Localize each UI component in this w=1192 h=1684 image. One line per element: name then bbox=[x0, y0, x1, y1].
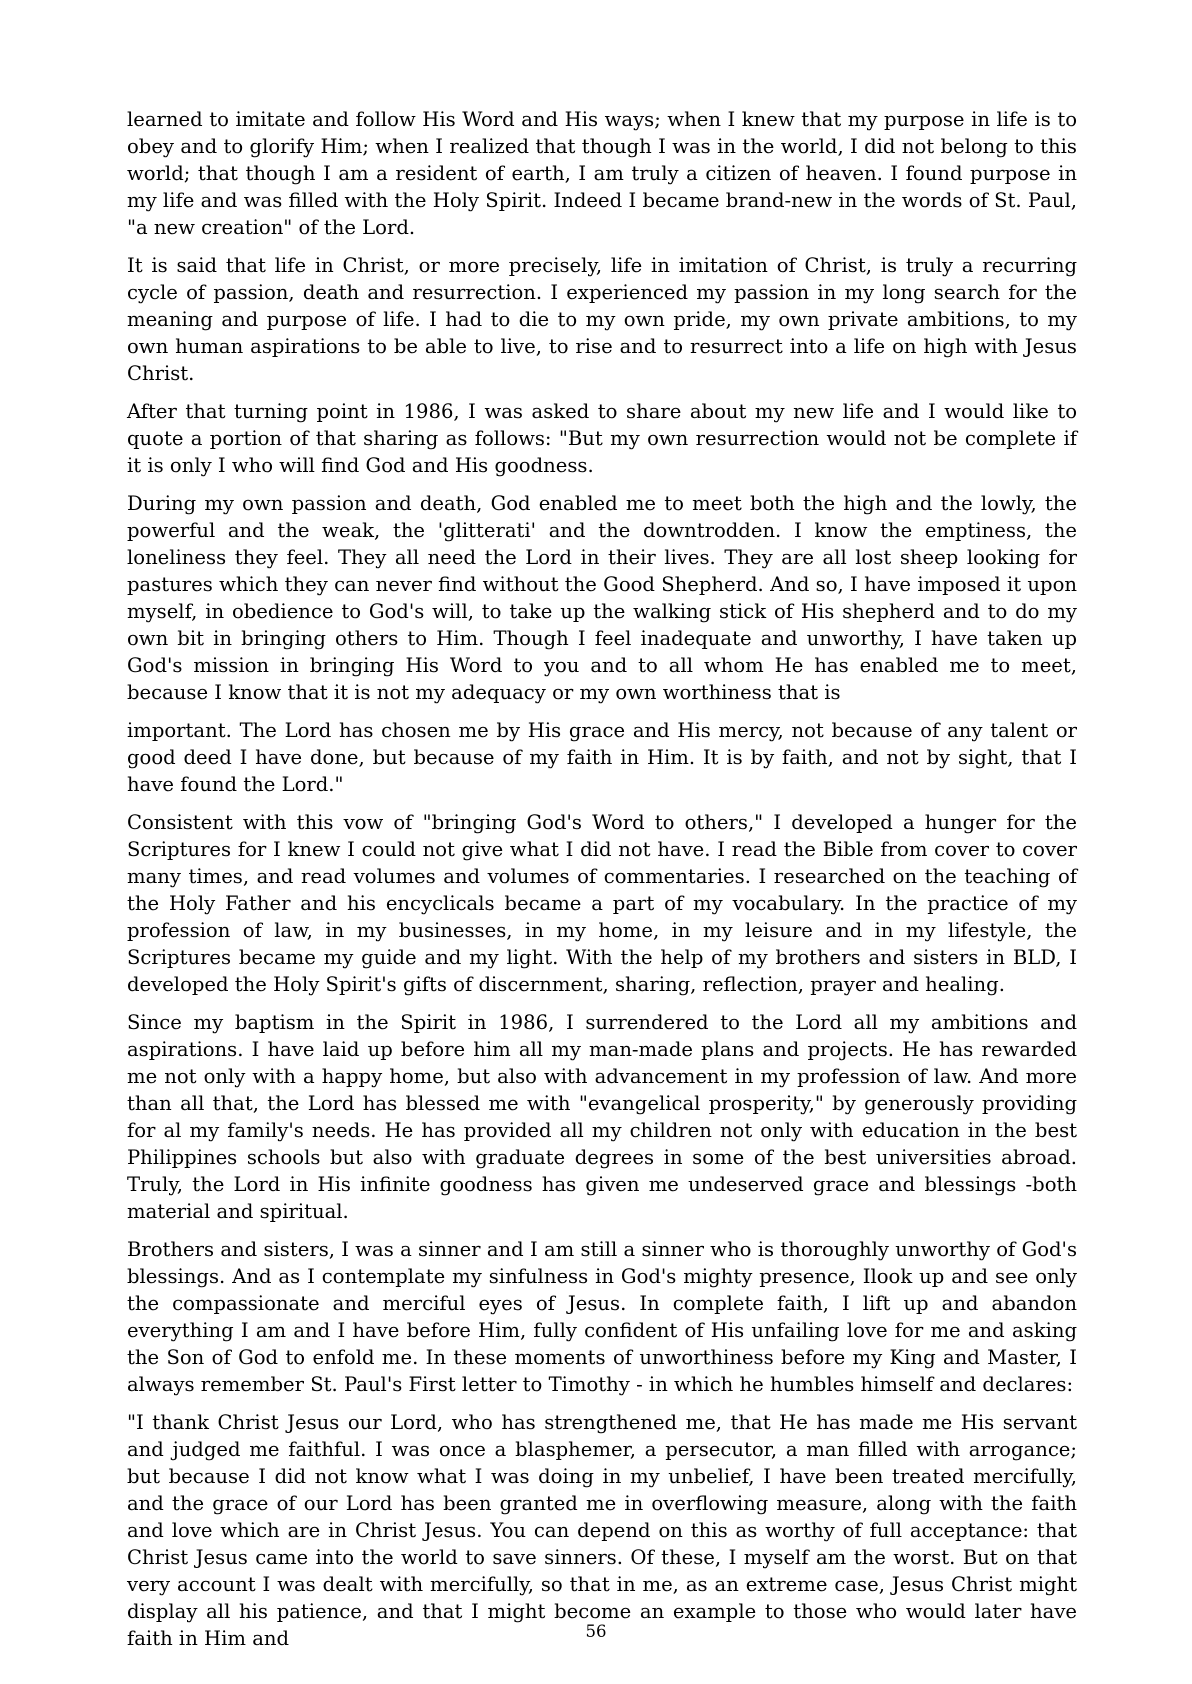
paragraph-6: Consistent with this vow of "bringing God's Word to others," I developed a hunger for the Scriptures for I knew I could not give what I did not have. I read the Bible from cover to cover many times, and read volumes and volumes of commentaries. I researched on the teaching of the Holy Father and his encyclicals became a part of my vocabulary. In the practice of my profession of law, in my businesses, in my home, in my leisure and in my lifestyle, the Scriptures became my guide and my light. With the help of my brothers and sisters in BLD, I developed the Holy Spirit's gifts of discernment, sharing, reflection, prayer and healing. bbox=[127, 811, 1077, 996]
paragraph-1: learned to imitate and follow His Word and His ways; when I knew that my purpose in life is to obey and to glorify Him; when I realized that though I was in the world, I did not belong to this world; that though I am a resident of earth, I am truly a citizen of heaven. I found purpose in my life and was filled with the Holy Spirit. Indeed I became brand-new in the words of St. Paul, "a new creation" of the Lord. bbox=[127, 108, 1077, 239]
paragraph-9: "I thank Christ Jesus our Lord, who has strengthened me, that He has made me His servant and judged me faithful. I was once a blasphemer, a persecutor, a man filled with arrogance; but because I did not know what I was doing in my unbelief, I have been treated mercifully, and the grace of our Lord has been granted me in overflowing measure, along with the faith and love which are in Christ Jesus. You can depend on this as worthy of full acceptance: that Christ Jesus came into the world to save sinners. Of these, I myself am the worst. But on that very account I was dealt with mercifully, so that in me, as an extreme case, Jesus Christ might display all his patience, and that I might become an example to those who would later have faith in Him and bbox=[127, 1411, 1077, 1650]
paragraph-2: It is said that life in Christ, or more precisely, life in imitation of Christ, is truly a recurring cycle of passion, death and resurrection. I experienced my passion in my long search for the meaning and purpose of life. I had to die to my own pride, my own private ambitions, to my own human aspirations to be able to live, to rise and to resurrect into a life on high with Jesus Christ. bbox=[127, 254, 1077, 385]
paragraph-4: During my own passion and death, God enabled me to meet both the high and the lowly, the powerful and the weak, the 'glitterati' and the downtrodden. I know the emptiness, the loneliness they feel. They all need the Lord in their lives. They are all lost sheep looking for pastures which they can never find without the Good Shepherd. And so, I have imposed it upon myself, in obedience to God's will, to take up the walking stick of His shepherd and to do my own bit in bringing others to Him. Though I feel inadequate and unworthy, I have taken up God's mission in bringing His Word to you and to all whom He has enabled me to meet, because I know that it is not my adequacy or my own worthiness that is bbox=[127, 492, 1077, 704]
page-body bbox=[127, 106, 1077, 1663]
paragraph-8: Brothers and sisters, I was a sinner and I am still a sinner who is thoroughly unworthy of God's blessings. And as I contemplate my sinfulness in God's mighty presence, Ilook up and see only the compassionate and merciful eyes of Jesus. In complete faith, I lift up and abandon everything I am and I have before Him, fully confident of His unfailing love for me and asking the Son of God to enfold me. In these moments of unworthiness before my King and Master, I always remember St. Paul's First letter to Timothy - in which he humbles himself and declares: bbox=[127, 1238, 1077, 1396]
paragraph-3: After that turning point in 1986, I was asked to share about my new life and I would like to quote a portion of that sharing as follows: "But my own resurrection would not be complete if it is only I who will find God and His goodness. bbox=[127, 400, 1077, 477]
page-number: 56 bbox=[585, 1622, 607, 1641]
paragraph-5: important. The Lord has chosen me by His grace and His mercy, not because of any talent or good deed I have done, but because of my faith in Him. It is by faith, and not by sight, that I have found the Lord." bbox=[127, 719, 1077, 796]
paragraph-7: Since my baptism in the Spirit in 1986, I surrendered to the Lord all my ambitions and aspirations. I have laid up before him all my man-made plans and projects. He has rewarded me not only with a happy home, but also with advancement in my profession of law. And more than all that, the Lord has blessed me with "evangelical prosperity," by generously providing for al my family's needs. He has provided all my children not only with education in the best Philippines schools but also with graduate degrees in some of the best universities abroad. Truly, the Lord in His infinite goodness has given me undeserved grace and blessings -both material and spiritual. bbox=[127, 1011, 1077, 1223]
